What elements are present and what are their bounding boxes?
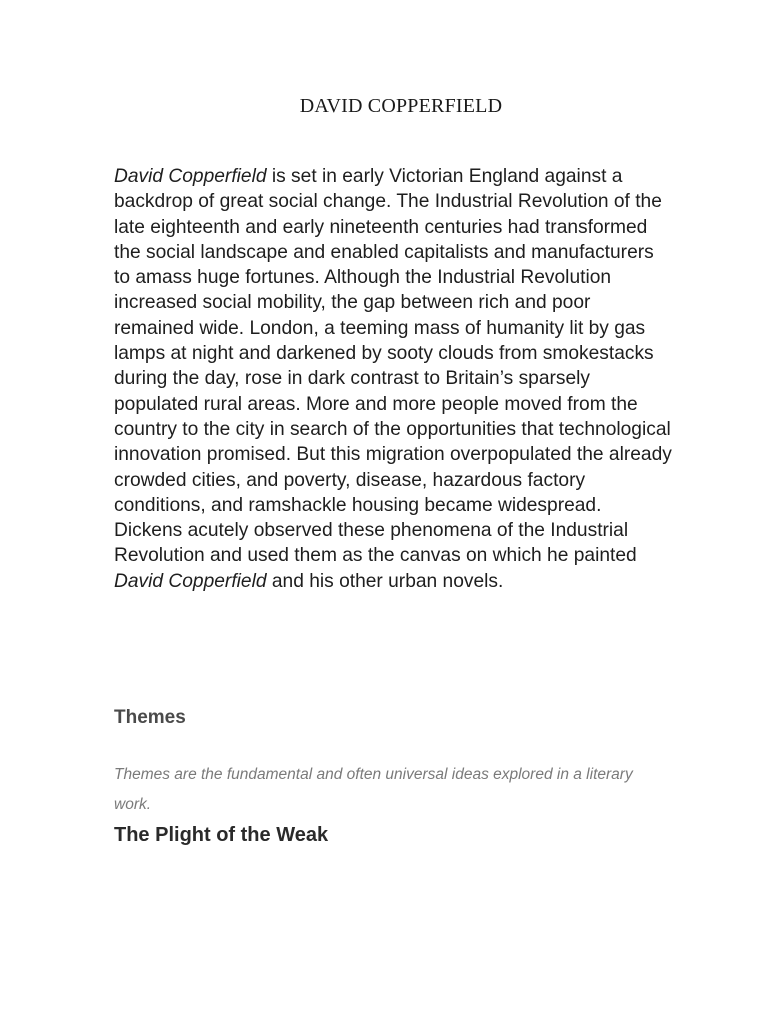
- theme-plight-heading: The Plight of the Weak: [114, 824, 329, 846]
- paragraph-text-2: and his other urban novels.: [266, 570, 504, 592]
- intro-paragraph: [114, 164, 674, 594]
- themes-heading: Themes: [114, 707, 186, 728]
- book-title-italic-2: David Copperfield: [114, 570, 267, 592]
- book-title-italic: David Copperfield: [114, 166, 267, 187]
- themes-intro-text: Themes are the fundamental and often universal ideas explored in a literary work.: [114, 766, 633, 813]
- paragraph-text-1: is set in early Victorian England against a backdrop of great social change. The Industrial Revolution of the late eighteenth and early nineteenth centuries had transformed the social landscape and enabled capitalists and manufacturers to amass huge fortunes. Although the Industrial Revolution increased social mobility, the gap between rich and poor remained wide. London, a teeming mass of humanity lit by gas lamps at night and darkened by sooty clouds from smokestacks during the day, rose in dark contrast to Britain’s sparsely populated rural areas. More and more people moved from the country to the city in search of the opportunities that technological innovation promised. But this migration overpopulated the already crowded cities, and poverty, disease, hazardous factory conditions, and ramshackle housing became widespread. Dickens acutely observed these phenomena of the Industrial Revolution and used them as the canvas on which he painted: [114, 166, 672, 567]
- document-title: DAVID COPPERFIELD: [299, 95, 503, 117]
